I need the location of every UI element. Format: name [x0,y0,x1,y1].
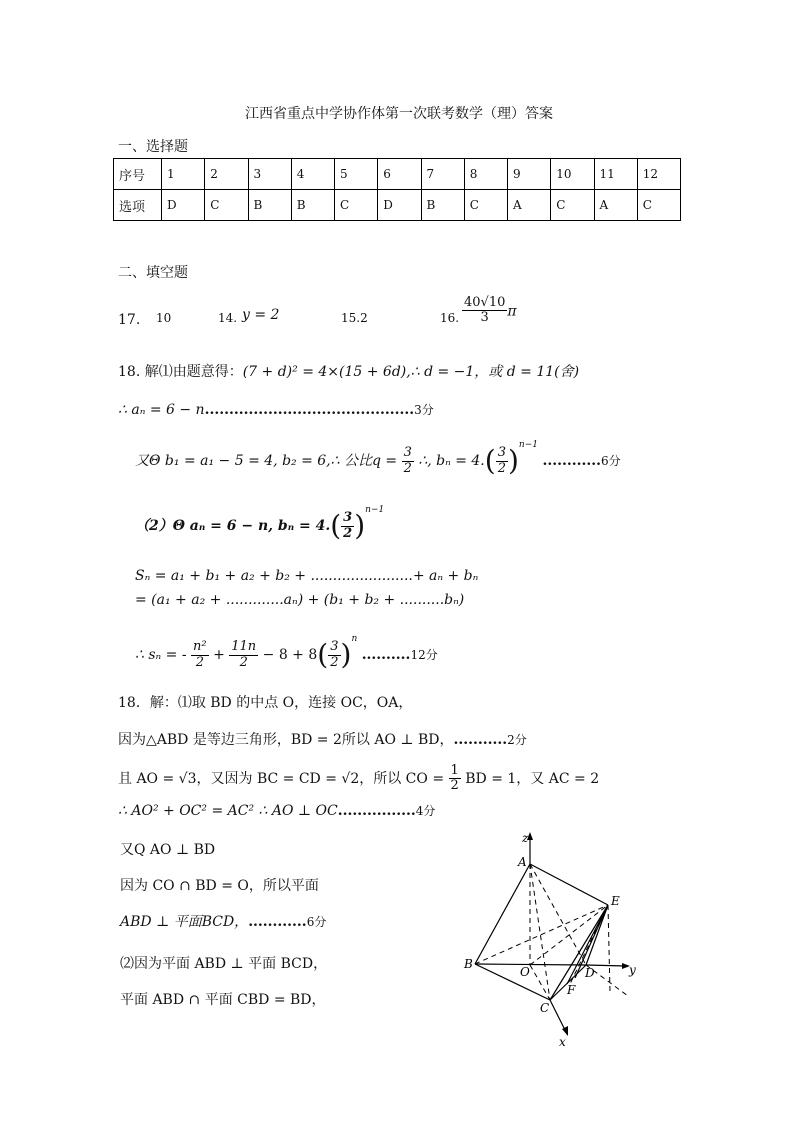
p18b-line3 [118,764,599,794]
p18b-line3-post: BD = 1，又 AC = 2 [465,770,600,787]
p18-line3-q-den: 2 [403,460,412,476]
p18b-line3-prefix: 且 AO = √3，又因为 BC = CD = √2，所以 CO = [118,770,445,787]
table-cell: C [335,190,378,221]
p18b-line4-text: ∴ AO² + OC² = AC² ∴ AO ⊥ OC [118,803,338,819]
p18-line3-rparen: ) [507,444,519,477]
table-cell: 7 [421,159,464,190]
p18-line3-prefix: 又Θ b₁ = a₁ − 5 = 4, b₂ = 6,∴ 公比q = [135,453,398,469]
p18b-line7-text: ABD ⊥ 平面BCD， [120,914,249,930]
label-b: B [464,957,473,971]
table-cell: 9 [508,159,551,190]
p18b-line7-dots: ............ [248,914,307,930]
section-fill-heading: 二、填空题 [118,265,188,281]
p18b-line6: 因为 CO ∩ BD = O，所以平面 [120,878,319,894]
p18b-line4-dots: ................ [337,803,416,819]
table-cell: 12 [637,159,680,190]
fill-q16-label: 16. [440,311,460,325]
table-cell: 11 [594,159,637,190]
table-cell: C [464,190,507,221]
label-z: z [522,831,529,845]
row-header-number: 序号 [114,159,162,190]
page-title: 江西省重点中学协作体第一次联考数学（理）答案 [245,106,553,122]
p18-line7-rparen: ) [340,638,352,671]
table-cell: A [508,190,551,221]
dashed-be [475,905,608,964]
table-cell: 6 [378,159,421,190]
section-choice-heading: 一、选择题 [118,139,188,155]
table-cell: 5 [335,159,378,190]
p18b-line3-num: 1 [450,763,459,778]
fill-q14-label: 14. [218,311,238,325]
p18-line7-lparen: ( [317,638,329,671]
answer-table [113,158,681,221]
p18-line7-dots: .......... [361,647,411,663]
p18-line4-exponent: n−1 [365,505,385,515]
p18-line7-exponent: n [351,634,358,644]
fill-q17-label: 17. [118,312,141,328]
p18-line7-f1-num: n² [193,639,207,655]
row-header-answer: 选项 [114,190,162,221]
p18-line3-den: 2 [497,460,506,476]
fill-a17: 10 [156,311,172,325]
p18-line5: Sₙ = a₁ + b₁ + a₂ + b₂ + .......................+ aₙ + bₙ [135,568,479,584]
table-cell: 2 [205,159,248,190]
p18-line3-mid: ∴, bₙ = 4. [418,453,485,469]
table-cell: B [291,190,334,221]
edge-bc [475,964,550,1000]
axis-x [550,1000,566,1032]
p18-line3-lparen: ( [484,444,496,477]
p18-line7-den: 2 [330,654,339,670]
fill-q15: 15.2 [341,311,368,325]
table-cell: D [378,190,421,221]
p18-line4-prefix: （2）Θ aₙ = 6 − n, bₙ = 4. [135,518,331,534]
p18-line6: = (a₁ + a₂ + .............aₙ) + (b₁ + b₂ + ..........bₙ) [135,592,465,608]
label-y: y [629,963,636,977]
p18b-line8: ⑵因为平面 ABD ⊥ 平面 BCD， [120,956,328,972]
table-cell: 1 [162,159,205,190]
fill-a16-numerator: 40√10 [464,295,506,310]
p18-line7 [135,634,438,670]
edge-ab [475,864,530,964]
p18-line4-lparen: ( [330,509,342,542]
table-cell: A [594,190,637,221]
p18-line7-prefix: ∴ sₙ = - [135,647,187,663]
p18-line3-score: 6分 [600,454,621,468]
label-f: F [567,983,576,997]
table-cell: 10 [551,159,594,190]
table-cell: C [637,190,680,221]
table-cell: C [551,190,594,221]
fill-a14: y = 2 [242,307,280,323]
p18b-line9: 平面 ABD ∩ 平面 CBD = BD， [120,992,326,1008]
label-c: C [540,1001,550,1015]
dashed-e-down [608,905,610,992]
p18-line4-num: 3 [343,510,353,526]
p18-line7-score: 12分 [410,648,438,662]
table-cell: B [421,190,464,221]
label-d: D [585,966,595,980]
table-row [114,159,681,190]
p18-line7-plus: + [213,647,225,663]
fill-a16-pi: π [507,303,517,320]
p18b-line5: 又Q AO ⊥ BD [120,842,216,858]
table-cell: 4 [291,159,334,190]
label-o: O [520,965,530,979]
p18b-line2 [118,729,527,749]
edge-ae [530,864,608,905]
table-cell: C [205,190,248,221]
p18-line1-equation: (7 + d)² = 4×(15 + 6d),∴ d = −1，或 d = 11(舍) [242,364,580,380]
p18b-line2-text: 因为△ABD 是等边三角形，BD = 2所以 AO ⊥ BD， [118,732,454,748]
p18-line3-num: 3 [497,445,506,461]
p18-line3 [135,440,621,476]
p18-line1 [118,361,579,381]
p18b-line2-dots: ........... [453,732,508,748]
table-cell: B [248,190,291,221]
p18-line7-mid: − 8 + 8 [262,647,318,663]
p18-line4-rparen: ) [354,509,366,542]
p18-line2-score: 3分 [414,403,434,417]
fill-a16 [462,296,517,326]
p18b-line4-score: 4分 [415,804,436,818]
p18-line2 [118,401,434,418]
p18b-line7-score: 6分 [306,915,327,929]
p18-line1-prefix: 18. 解⑴由题意得： [118,364,243,380]
table-cell: 3 [248,159,291,190]
p18-line7-f2-den: 2 [239,654,248,670]
p18-line2-dots: ........................................... [204,402,415,418]
p18-line4-den: 2 [343,525,353,541]
p18-line7-f1-den: 2 [195,654,204,670]
p18b-line7 [120,911,326,931]
label-e: E [611,894,620,908]
p18b-line3-den: 2 [450,778,459,794]
dashed-ac [530,864,550,1000]
p18b-line2-score: 2分 [507,733,527,747]
fill-a16-denominator: 3 [480,310,489,326]
p18-line4 [135,505,384,541]
p18-line7-f2-num: 11n [231,639,257,655]
p18b-line1: 18．解：⑴取 BD 的中点 O，连接 OC，OA， [118,695,413,711]
p18-line7-num: 3 [330,639,339,655]
label-x: x [559,1035,566,1049]
p18-line2-equation: ∴ aₙ = 6 − n [118,402,205,418]
dashed-oe [530,905,608,965]
label-a: A [518,855,527,869]
p18-line3-exponent: n−1 [518,440,538,450]
p18-line3-q-num: 3 [403,445,412,461]
table-cell: 8 [464,159,507,190]
p18b-line4 [118,802,435,819]
table-cell: D [162,190,205,221]
geometry-figure [450,822,650,1052]
table-row [114,190,681,221]
p18-line3-dots: ............ [542,453,601,469]
